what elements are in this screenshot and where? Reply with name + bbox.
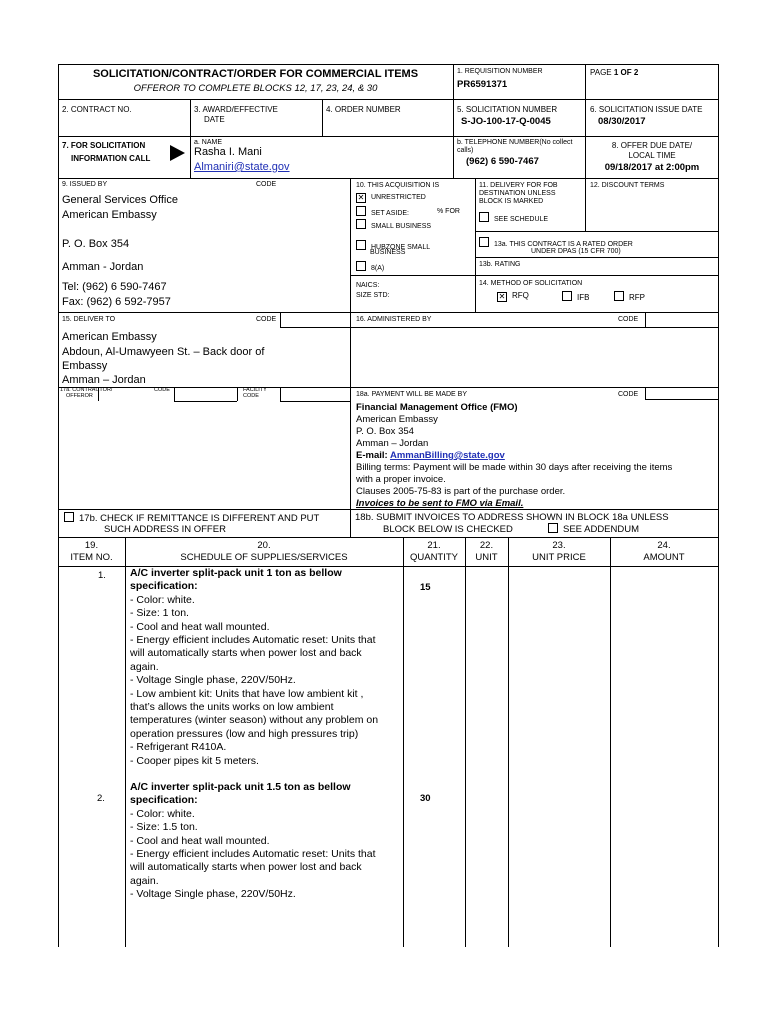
discount-terms-label: 12. DISCOUNT TERMS bbox=[590, 182, 665, 189]
award-date-label: 3. AWARD/EFFECTIVE DATE bbox=[194, 105, 278, 124]
issued-by-fax: Fax: (962) 6 592-7957 bbox=[62, 296, 171, 308]
col-amount: 24. AMOUNT bbox=[643, 540, 685, 563]
solicitation-number-value: S-JO-100-17-Q-0045 bbox=[461, 116, 551, 127]
telephone-label: b. TELEPHONE NUMBER(No collect calls) bbox=[457, 139, 573, 154]
8a-option[interactable]: 8(A) bbox=[356, 261, 384, 273]
billing-terms-1: Billing terms: Payment will be made within 30 days after receiving the items bbox=[356, 462, 673, 473]
fmo-line-3: Amman – Jordan bbox=[356, 438, 429, 449]
rfp-checkbox[interactable] bbox=[614, 291, 624, 301]
fmo-email: E-mail: AmmanBilling@state.gov bbox=[356, 450, 505, 461]
naics-label: NAICS: bbox=[356, 282, 380, 289]
fmo-line-1: American Embassy bbox=[356, 414, 438, 425]
issued-by-city: Amman - Jordan bbox=[62, 261, 144, 273]
issued-by-label: 9. ISSUED BY bbox=[62, 181, 108, 188]
item-1-number: 1. bbox=[98, 570, 106, 581]
payment-label: 18a. PAYMENT WILL BE MADE BY bbox=[356, 391, 467, 398]
contact-name-value: Rasha I. Mani bbox=[194, 146, 262, 158]
form-title: SOLICITATION/CONTRACT/ORDER FOR COMMERCIAL ITEMS bbox=[92, 68, 419, 80]
hubzone-label-2: BUSINESS bbox=[370, 249, 406, 256]
billing-terms-2: with a proper invoice. bbox=[356, 474, 446, 485]
issue-date-label: 6. SOLICITATION ISSUE DATE bbox=[590, 105, 703, 114]
contractor-code-label: CODE bbox=[154, 387, 170, 393]
solicitation-number-label: 5. SOLICITATION NUMBER bbox=[457, 105, 558, 114]
ifb-option[interactable]: IFB bbox=[562, 291, 589, 303]
deliver-to-code-label: CODE bbox=[256, 316, 277, 323]
see-schedule-option[interactable]: SEE SCHEDULE bbox=[479, 212, 548, 224]
col-unit: 22. UNIT bbox=[475, 540, 498, 563]
facility-code-label: FACILITY CODE bbox=[243, 387, 267, 399]
administered-by-label: 16. ADMINISTERED BY bbox=[356, 316, 432, 323]
unrestricted-option[interactable]: ✕ UNRESTRICTED bbox=[357, 193, 426, 202]
remittance-checkbox[interactable] bbox=[64, 512, 74, 522]
invoices-note: Invoices to be sent to FMO via Email. bbox=[356, 498, 524, 509]
set-aside-checkbox[interactable] bbox=[356, 206, 366, 216]
clauses-text: Clauses 2005-75-83 is part of the purchase order. bbox=[356, 486, 566, 497]
fmo-line-2: P. O. Box 354 bbox=[356, 426, 414, 437]
contact-name-label: a. NAME bbox=[194, 139, 223, 146]
deliver-to-line-4: Amman – Jordan bbox=[62, 374, 146, 386]
col-schedule: 20. SCHEDULE OF SUPPLIES/SERVICES bbox=[180, 540, 348, 563]
order-number-label: 4. ORDER NUMBER bbox=[326, 105, 401, 114]
issued-by-office: General Services Office bbox=[62, 194, 178, 206]
dpas-label: UNDER DPAS (15 CFR 700) bbox=[531, 248, 621, 255]
contract-no-label: 2. CONTRACT NO. bbox=[62, 105, 132, 114]
col-item-no: 19. ITEM NO. bbox=[70, 540, 113, 563]
issued-by-code-label: CODE bbox=[256, 181, 277, 188]
issued-by-embassy: American Embassy bbox=[62, 209, 157, 221]
offer-due-value: 09/18/2017 at 2:00pm bbox=[604, 162, 700, 173]
rfp-option[interactable]: RFP bbox=[614, 291, 645, 303]
deliver-to-line-2: Abdoun, Al-Umawyeen St. – Back door of bbox=[62, 346, 265, 358]
requisition-label: 1. REQUISITION NUMBER bbox=[457, 68, 543, 75]
addendum-option[interactable]: SEE ADDENDUM bbox=[548, 523, 639, 536]
page-indicator: PAGE 1 OF 2 bbox=[590, 68, 639, 77]
rated-order-checkbox[interactable] bbox=[479, 237, 489, 247]
contractor-label: 17a. CONTRACTOR/ OFFEROR bbox=[60, 387, 113, 399]
rating-label: 13b. RATING bbox=[479, 261, 521, 268]
issued-by-tel: Tel: (962) 6 590-7467 bbox=[62, 281, 167, 293]
payment-code-label: CODE bbox=[618, 391, 639, 398]
hubzone-checkbox[interactable] bbox=[356, 240, 366, 250]
rfq-option[interactable]: ✕ RFQ bbox=[498, 291, 529, 301]
acquisition-label: 10. THIS ACQUISITION IS bbox=[356, 182, 440, 189]
contact-email-link[interactable]: Almaniri@state.gov bbox=[194, 161, 290, 173]
item-2-description: A/C inverter split-pack unit 1.5 ton as bellow specification: - Color: white. - Size: 1.5 ton. - Cool and heat wall mounted. - Energy efficient includes Automatic reset: Units that will automatically starts when power lost and back again. - Voltage Single phase, 220V/50Hz. bbox=[130, 781, 376, 901]
item-1-quantity: 15 bbox=[420, 582, 431, 593]
size-std-label: SIZE STD: bbox=[356, 292, 390, 299]
deliver-to-line-1: American Embassy bbox=[62, 331, 157, 343]
method-label: 14. METHOD OF SOLICITATION bbox=[479, 280, 583, 287]
arrow-right-icon bbox=[170, 145, 185, 161]
remittance-label-2: SUCH ADDRESS IN OFFER bbox=[104, 524, 226, 535]
deliver-to-line-3: Embassy bbox=[62, 360, 108, 372]
submit-invoices-label: 18b. SUBMIT INVOICES TO ADDRESS SHOWN IN BLOCK 18a UNLESS bbox=[355, 512, 669, 523]
submit-invoices-label-2: BLOCK BELOW IS CHECKED bbox=[383, 524, 513, 535]
unrestricted-checkbox[interactable]: ✕ bbox=[357, 193, 365, 202]
ifb-checkbox[interactable] bbox=[562, 291, 572, 301]
col-unit-price: 23. UNIT PRICE bbox=[532, 540, 586, 563]
small-business-option[interactable]: SMALL BUSINESS bbox=[356, 219, 431, 231]
offer-due-label: 8. OFFER DUE DATE/ LOCAL TIME bbox=[611, 141, 693, 160]
requisition-value: PR6591371 bbox=[457, 79, 508, 90]
set-aside-option[interactable]: SET ASIDE: bbox=[356, 206, 409, 218]
billing-email-link[interactable]: AmmanBilling@state.gov bbox=[389, 450, 505, 461]
issue-date-value: 08/30/2017 bbox=[598, 116, 646, 127]
info-call-label: 7. FOR SOLICITATION INFORMATION CALL bbox=[62, 141, 151, 163]
deliver-to-label: 15. DELIVER TO bbox=[62, 316, 116, 323]
set-aside-percent-label: % FOR bbox=[437, 208, 460, 215]
rated-order-option[interactable]: 13a. THIS CONTRACT IS A RATED ORDER bbox=[479, 237, 633, 249]
item-2-quantity: 30 bbox=[420, 793, 431, 804]
8a-checkbox[interactable] bbox=[356, 261, 366, 271]
col-quantity: 21. QUANTITY bbox=[409, 540, 459, 563]
addendum-checkbox[interactable] bbox=[548, 523, 558, 533]
form-subtitle: OFFEROR TO COMPLETE BLOCKS 12, 17, 23, 24, & 30 bbox=[133, 83, 378, 94]
remittance-option[interactable]: 17b. CHECK IF REMITTANCE IS DIFFERENT AND PUT bbox=[64, 512, 319, 525]
item-1-description: A/C inverter split-pack unit 1 ton as bellow specification: - Color: white. - Size: 1 ton. - Cool and heat wall mounted. - Energy efficient includes Automatic reset: Units that will automatically starts when power lost and back again. - Voltage Single phase, 220V/50Hz. - Low ambient kit: Units that have low ambient kit , that’s allows the units works on low ambient temperatures (winter season) without any problem on operation pressures (low and high pressures trip) - Refrigerant R410A. - Cooper pipes kit 5 meters. bbox=[130, 567, 379, 767]
administered-by-code-label: CODE bbox=[618, 316, 639, 323]
small-business-checkbox[interactable] bbox=[356, 219, 366, 229]
telephone-value: (962) 6 590-7467 bbox=[466, 156, 539, 167]
item-2-number: 2. bbox=[97, 793, 105, 804]
rfq-checkbox[interactable]: ✕ bbox=[498, 292, 506, 301]
issued-by-pobox: P. O. Box 354 bbox=[62, 238, 130, 250]
hubzone-option[interactable]: HUBZONE SMALL bbox=[356, 240, 430, 252]
fmo-name: Financial Management Office (FMO) bbox=[356, 402, 518, 413]
see-schedule-checkbox[interactable] bbox=[479, 212, 489, 222]
delivery-fob-label: 11. DELIVERY FOR FOB DESTINATION UNLESS BLOCK IS MARKED bbox=[479, 182, 558, 205]
